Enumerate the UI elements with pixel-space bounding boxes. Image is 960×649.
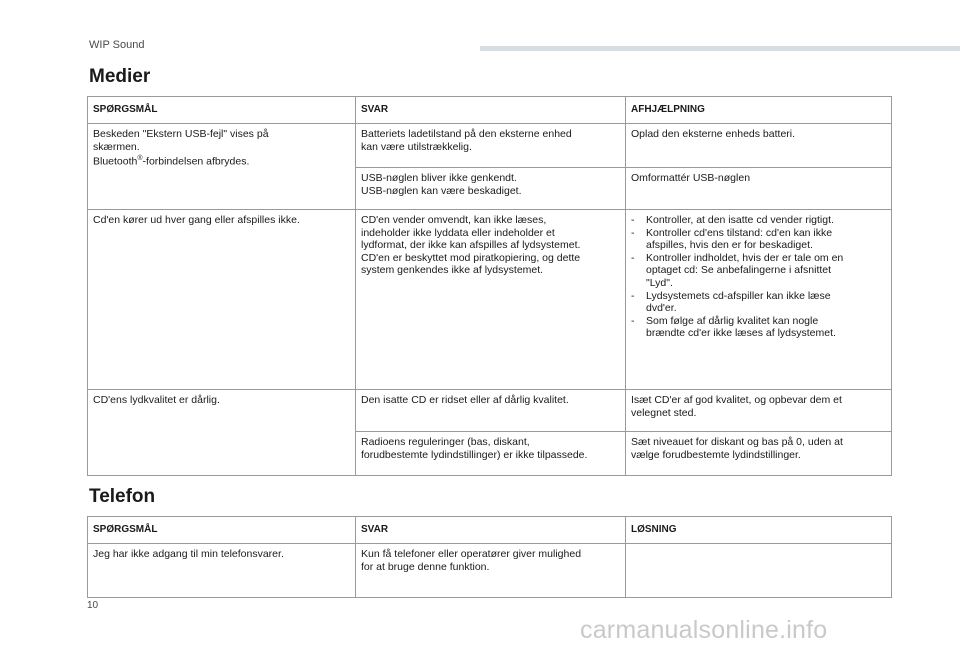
list-item [631, 214, 886, 227]
list-item [631, 227, 886, 252]
answer-cell [356, 432, 626, 476]
table-header-row [88, 97, 892, 124]
cell-text: Beskeden "Ekstern USB-fejl" vises på [93, 128, 269, 140]
cell-text: vælge forudbestemte lydindstillinger. [631, 448, 801, 461]
cell-text: indeholder ikke lyddata eller indeholder et [361, 226, 555, 239]
cell-text: Sæt niveauet for diskant og bas på 0, uden at [631, 436, 843, 448]
cell-text: skærmen. [93, 140, 140, 153]
cell-text: system genkendes ikke af lydsystemet. [361, 264, 544, 277]
column-header-answer: SVAR [356, 517, 626, 544]
cell-text: Bluetooth [93, 155, 138, 168]
column-header-answer: SVAR [356, 97, 626, 124]
answer-cell [356, 168, 626, 210]
cell-text: lydformat, der ikke kan afspilles af lydsystemet. [361, 239, 581, 252]
page-number: 10 [87, 600, 99, 611]
question-cell: CD'ens lydkvalitet er dårlig. [88, 390, 356, 476]
solution-cell [626, 432, 892, 476]
cell-text: velegnet sted. [631, 406, 697, 419]
cell-text [93, 153, 350, 168]
table-row [88, 390, 892, 432]
cell-text: - Lydsystemets cd-afspiller kan ikke læse [646, 289, 831, 302]
cell-text: for at bruge denne funktion. [361, 560, 490, 573]
section-title-media: Medier [89, 66, 151, 87]
cell-text: USB-nøglen bliver ikke genkendt. [361, 172, 517, 184]
solution-list [631, 214, 886, 340]
cell-text: afspilles, hvis den er for beskadiget. [646, 239, 813, 252]
table-row [88, 124, 892, 168]
table-row [88, 544, 892, 598]
column-header-question: SPØRGSMÅL [88, 517, 356, 544]
cell-text: forudbestemte lydindstillinger) er ikke tilpassede. [361, 448, 588, 461]
table-row [88, 210, 892, 390]
cell-text: - Kontroller cd'ens tilstand: cd'en kan ikke [646, 226, 833, 239]
question-cell [88, 124, 356, 210]
list-item [631, 252, 886, 290]
answer-cell: Den isatte CD er ridset eller af dårlig kvalitet. [356, 390, 626, 432]
watermark: carmanualsonline.info [580, 616, 828, 644]
cell-text: Isæt CD'er af god kvalitet, og opbevar dem et [631, 394, 842, 406]
answer-cell [356, 544, 626, 598]
solution-cell: Omformattér USB-nøglen [626, 168, 892, 210]
header-bar [480, 46, 960, 51]
cell-text: optaget cd: Se anbefalingerne i afsnittet [646, 264, 832, 277]
cell-text: dvd'er. [646, 302, 677, 315]
cell-text: "Lyd". [646, 276, 673, 289]
column-header-solution: LØSNING [626, 517, 892, 544]
cell-text: -forbindelsen afbrydes. [142, 155, 250, 168]
list-item [631, 290, 886, 315]
question-cell: Cd'en kører ud hver gang eller afspilles ikke. [88, 210, 356, 390]
answer-cell [356, 210, 626, 390]
cell-text: kan være utilstrækkelig. [361, 140, 472, 153]
cell-text: Radioens reguleringer (bas, diskant, [361, 436, 530, 448]
cell-text: - Som følge af dårlig kvalitet kan nogle [646, 314, 819, 327]
solution-cell [626, 210, 892, 390]
solution-cell: Oplad den eksterne enheds batteri. [626, 124, 892, 168]
header-title: WIP Sound [89, 39, 145, 51]
section-title-phone: Telefon [89, 486, 156, 507]
list-item [631, 315, 886, 340]
question-cell: Jeg har ikke adgang til min telefonsvarer. [88, 544, 356, 598]
cell-text: Kun få telefoner eller operatører giver mulighed [361, 548, 582, 560]
answer-cell [356, 124, 626, 168]
column-header-question: SPØRGSMÅL [88, 97, 356, 124]
solution-cell [626, 544, 892, 598]
cell-text: - Kontroller indholdet, hvis der er tale om en [646, 251, 844, 264]
cell-text: - Kontroller, at den isatte cd vender rigtigt. [646, 214, 834, 226]
cell-text: brændte cd'er ikke læses af lydsystemet. [646, 327, 836, 340]
solution-cell [626, 390, 892, 432]
cell-text: Batteriets ladetilstand på den eksterne enhed [361, 128, 572, 140]
phone-table [87, 516, 892, 598]
table-header-row [88, 517, 892, 544]
cell-text: CD'en er beskyttet mod piratkopiering, og dette [361, 251, 581, 264]
cell-text: CD'en vender omvendt, kan ikke læses, [361, 214, 547, 226]
cell-text: USB-nøglen kan være beskadiget. [361, 184, 522, 197]
registered-mark: ® [137, 155, 143, 163]
media-table [87, 96, 892, 476]
column-header-solution: AFHJÆLPNING [626, 97, 892, 124]
